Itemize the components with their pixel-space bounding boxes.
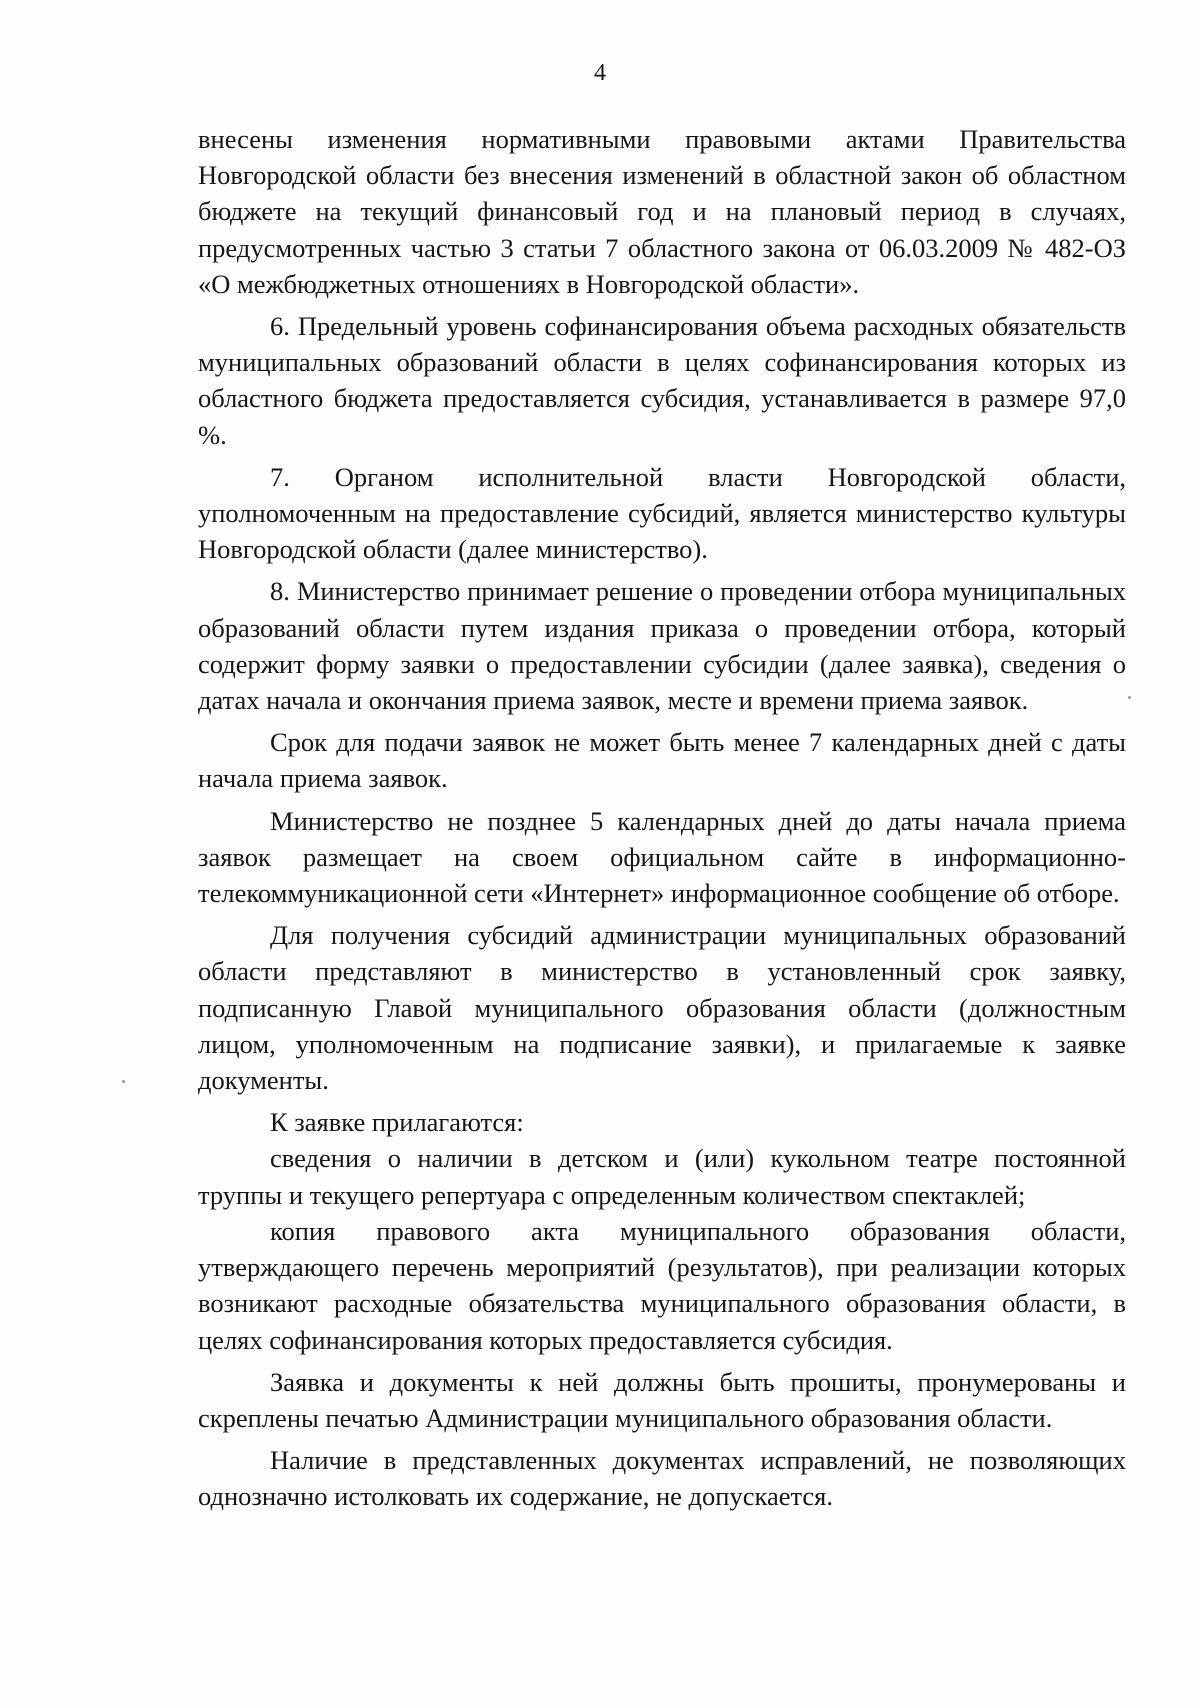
attachment-item-legal-act: копия правового акта муниципального образования области, утверждающего перечень мероприятий (результатов), при реализации которых возникают расходные обязательства муниципального образования области, в целях софинансирования которых предоставляется субсидия.	[198, 1215, 1126, 1355]
paragraph-attached-heading: К заявке прилагаются:	[270, 1107, 524, 1138]
paragraph-continuation: внесены изменения нормативными правовыми актами Правительства Новгородской области без внесения изменений в областной закон об областном бюджете на текущий финансовый год и на плановый период в случаях, предусмотренных частью 3 статьи 7 областного закона от 06.03.2009 № 482-ОЗ «О межбюджетных отношениях в Новгородской области».	[198, 124, 1126, 299]
paragraph-publish: Министерство не позднее 5 календарных дней до даты начала приема заявок размещает на своем официальном сайте в информационно-телекоммуникационной сети «Интернет» информационное сообщение об отборе.	[198, 805, 1126, 909]
scan-speck	[122, 1080, 125, 1083]
attachment-item-info: сведения о наличии в детском и (или) кукольном театре постоянной труппы и текущего репертуара с определенным количеством спектаклей;	[198, 1143, 1126, 1210]
paragraph-submit: Для получения субсидий администрации муниципальных образований области представляют в министерство в установленный срок заявку, подписанную Главой муниципального образования области (должностным лицом, уполномоченным на подписание заявки), и прилагаемые к заявке документы.	[198, 920, 1126, 1096]
scan-speck	[1128, 696, 1131, 699]
paragraph-8: 8. Министерство принимает решение о проведении отбора муниципальных образований области путем издания приказа о проведении отбора, который содержит форму заявки о предоставлении субсидии (далее заявка), сведения о датах начала и окончания приема заявок, месте и времени приема заявок.	[198, 576, 1126, 716]
paragraph-6: 6. Предельный уровень софинансирования объема расходных обязательств муниципальных образований области в целях софинансирования которых из областного бюджета предоставляется субсидия, устанавливается в размере 97,0 %.	[198, 311, 1126, 450]
paragraph-binding: Заявка и документы к ней должны быть прошиты, пронумерованы и скреплены печатью Администрации муниципального образования области.	[198, 1366, 1126, 1433]
page-number: 4	[594, 60, 606, 86]
paragraph-7: 7. Органом исполнительной власти Новгородской области, уполномоченным на предоставление субсидий, является министерство культуры Новгородской области (далее министерство).	[198, 461, 1126, 565]
document-body	[198, 121, 1126, 1515]
paragraph-deadline: Срок для подачи заявок не может быть менее 7 календарных дней с даты начала приема заявок.	[198, 727, 1126, 794]
paragraph-corrections: Наличие в представленных документах исправлений, не позволяющих однозначно истолковать их содержание, не допускается.	[198, 1445, 1126, 1512]
